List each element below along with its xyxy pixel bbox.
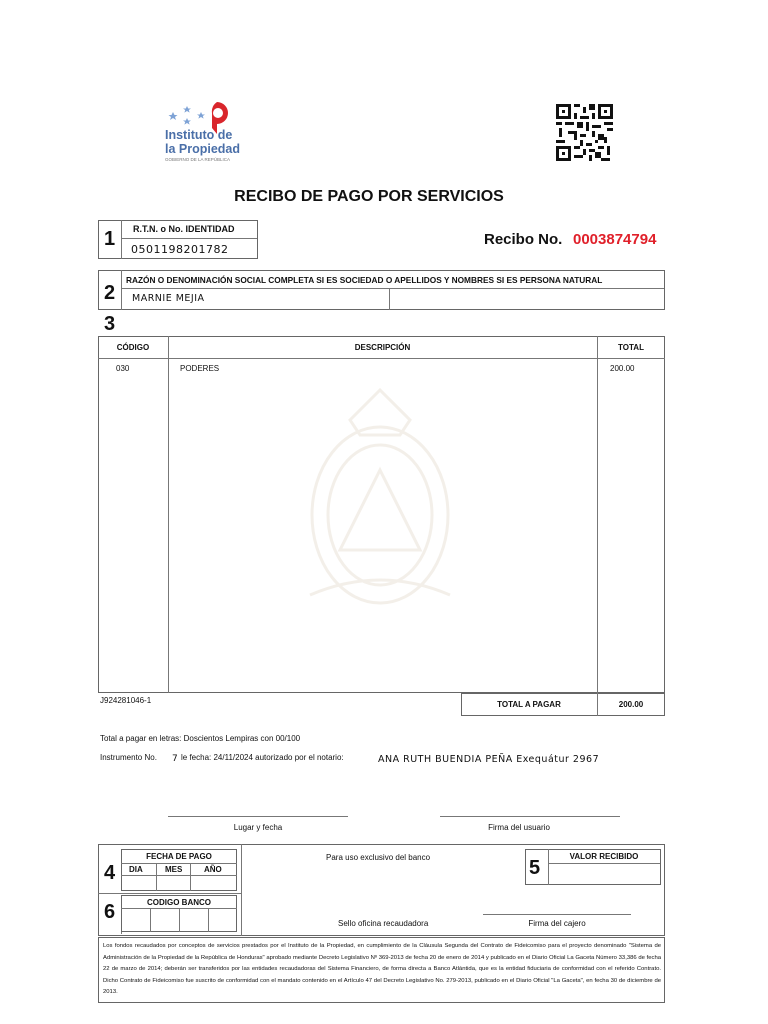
firma-cajero-label: Firma del cajero xyxy=(528,919,586,928)
row-descripcion: PODERES xyxy=(180,364,220,373)
instrumento-label: Instrumento No. xyxy=(100,753,157,762)
institution-logo xyxy=(165,100,255,166)
total-label: TOTAL A PAGAR xyxy=(497,700,561,709)
section-4-number: 4 xyxy=(104,862,116,884)
instrumento-number: 7 xyxy=(172,754,179,764)
notary-name: ANA RUTH BUENDIA PEÑA Exequátur 2967 xyxy=(378,754,600,765)
lugar-fecha-label: Lugar y fecha xyxy=(233,823,283,832)
section-2-number: 2 xyxy=(104,282,116,304)
section-3-number: 3 xyxy=(104,313,116,335)
logo-text-line-2: la Propiedad xyxy=(165,142,241,156)
mes-label: MES xyxy=(165,865,183,874)
rtn-value: 0501198201782 xyxy=(131,243,229,256)
razon-social-label: RAZÓN O DENOMINACIÓN SOCIAL COMPLETA SI ES SOCIEDAD O APELLIDOS Y NOMBRES SI ES PERSONA NATURAL xyxy=(126,275,603,285)
column-header-codigo: CÓDIGO xyxy=(116,343,150,352)
qr-code xyxy=(556,104,613,161)
row-codigo: 030 xyxy=(116,364,130,373)
row-total: 200.00 xyxy=(610,364,635,373)
column-header-total: TOTAL xyxy=(618,343,644,352)
anio-label: AÑO xyxy=(204,865,222,874)
bank-use-label: Para uso exclusivo del banco xyxy=(326,853,431,862)
rtn-label: R.T.N. o No. IDENTIDAD xyxy=(133,224,235,234)
column-header-descripcion: DESCRIPCIÓN xyxy=(354,343,411,352)
total-en-letras: Total a pagar en letras: Doscientos Lempiras con 00/100 xyxy=(100,734,301,743)
razon-social-value: MARNIE MEJIA xyxy=(132,293,205,304)
section-5-number: 5 xyxy=(529,857,541,879)
recibo-label: Recibo No. xyxy=(484,231,563,248)
dia-label: DIA xyxy=(129,865,143,874)
section-1-number: 1 xyxy=(104,228,116,250)
sello-oficina-label: Sello oficina recaudadora xyxy=(338,919,429,928)
fecha-pago-label: FECHA DE PAGO xyxy=(146,852,212,861)
valor-recibido-label: VALOR RECIBIDO xyxy=(569,852,639,861)
logo-text-line-1: Instituto de xyxy=(165,128,233,142)
firma-usuario-label: Firma del usuario xyxy=(488,823,550,832)
recibo-number: 0003874794 xyxy=(573,231,657,248)
footer-legal-text: Los fondos recaudados por conceptos de servicios prestados por el Instituto de la Propiedad, en cumplimiento de la Cláusula Segunda del Contrato de Fideicomiso para el proyecto denominado "Sistema de Administración de la Propiedad de la República de Honduras" aprobado mediante Decreto Legislativo Nº 369-2013 de fecha 20 de enero de 2014 y publicado en el Diario Oficial La Gaceta Número 33,386 de fecha 22 de marzo de 2014; deberán ser transferidos por las entidades recaudadoras del Sistema Financiero, de forma directa a Banco Atlántida, que es la entidad fiduciaria de conformidad con el referido Contrato. Dicho Contrato de Fideicomiso fue suscrito de conformidad con el mandato contenido en el Artículo 47 del Decreto Legislativo No. 279-2013, publicado en el Diario Oficial "La Gaceta", en fecha 30 de diciembre de 2013. xyxy=(103,943,661,995)
codigo-banco-label: CODIGO BANCO xyxy=(147,898,211,907)
instrumento-fecha-notario: le fecha: 24/11/2024 autorizado por el notario: xyxy=(181,753,344,762)
coat-of-arms-watermark xyxy=(280,380,480,610)
section-6-number: 6 xyxy=(104,901,116,923)
total-value: 200.00 xyxy=(618,700,644,709)
reference-code: J924281046-1 xyxy=(100,696,152,705)
page-title: RECIBO DE PAGO POR SERVICIOS xyxy=(234,188,504,205)
logo-subtitle: GOBIERNO DE LA REPÚBLICA xyxy=(165,157,231,162)
